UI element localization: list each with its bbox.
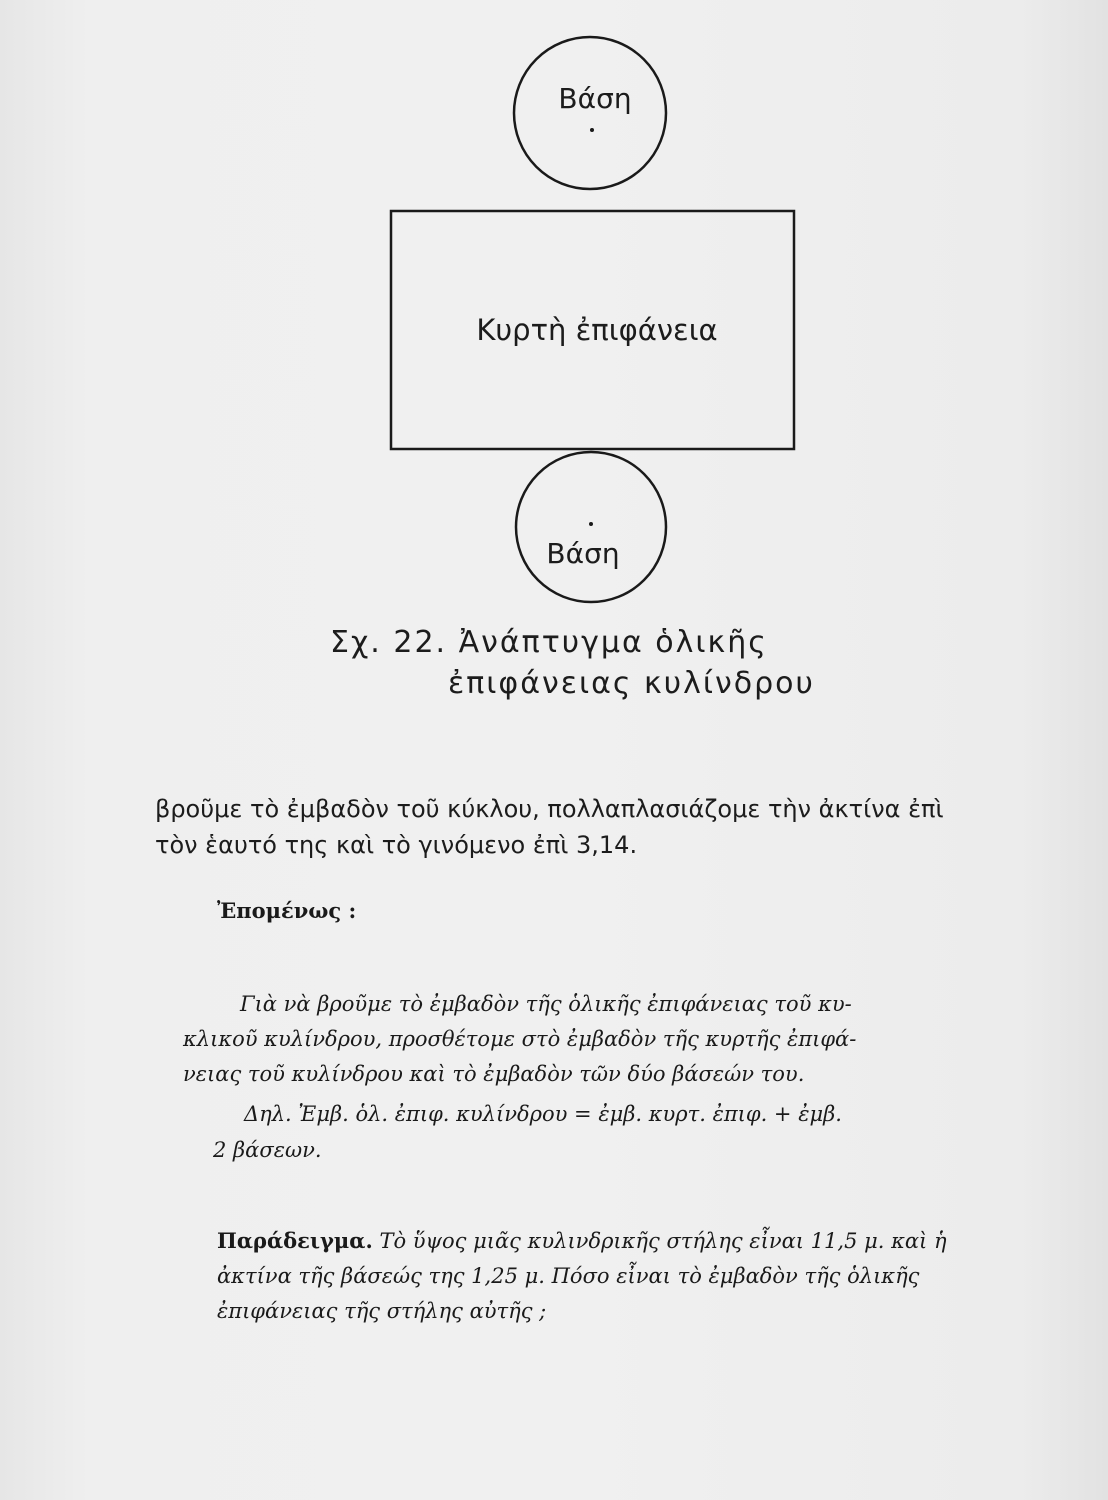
rule-line-1: Γιὰ νὰ βροῦμε τὸ ἐμβαδὸν τῆς ὁλικῆς ἐπιφάνειας τοῦ κυ- (240, 992, 852, 1016)
top-base-center (590, 128, 594, 132)
rule-line-2: κλικοῦ κυλίνδρου, προσθέτομε στὸ ἐμβαδὸν τῆς κυρτῆς ἐπιφά- (183, 1027, 857, 1051)
top-base-label: Βάση (558, 82, 632, 115)
figure-caption-line2: ἐπιφάνειας κυλίνδρου (448, 666, 815, 701)
section-heading: Ἐπομένως : (217, 898, 357, 923)
bottom-base-center (589, 522, 593, 526)
body-line-2: τὸν ἑαυτό της καὶ τὸ γινόμενο ἐπὶ 3,14. (155, 831, 638, 859)
bottom-base-circle (516, 452, 666, 602)
example-paragraph (217, 1223, 1027, 1329)
bottom-base-label: Βάση (546, 537, 620, 570)
formula-line-1: Δηλ. Ἐμβ. ὁλ. ἐπιφ. κυλίνδρου = ἐμβ. κυρτ. ἐπιφ. + ἐμβ. (244, 1102, 842, 1126)
formula-line-2: 2 βάσεων. (213, 1138, 322, 1162)
body-line-1: βροῦμε τὸ ἐμβαδὸν τοῦ κύκλου, πολλαπλασιάζομε τὴν ἀκτίνα ἐπὶ (155, 795, 944, 823)
figure-caption-line1: Σχ. 22. Ἀνάπτυγμα ὁλικῆς (330, 625, 768, 660)
cylinder-net-figure (0, 0, 1108, 700)
example-text: Τὸ ὕψος μιᾶς κυλινδρικῆς στήλης εἶναι 11,5 μ. καὶ ἡ ἀκτίνα τῆς βάσεώς της 1,25 μ. Πόσο εἶναι τὸ ἐμβαδὸν τῆς ὁλικῆς ἐπιφάνειας τῆς στήλης αὐτῆς ; (217, 1229, 947, 1323)
example-label: Παράδειγμα. (217, 1228, 373, 1253)
lateral-surface-label: Κυρτὴ ἐπιφάνεια (476, 313, 718, 347)
rule-line-3: νειας τοῦ κυλίνδρου καὶ τὸ ἐμβαδὸν τῶν δύο βάσεών του. (183, 1062, 805, 1086)
